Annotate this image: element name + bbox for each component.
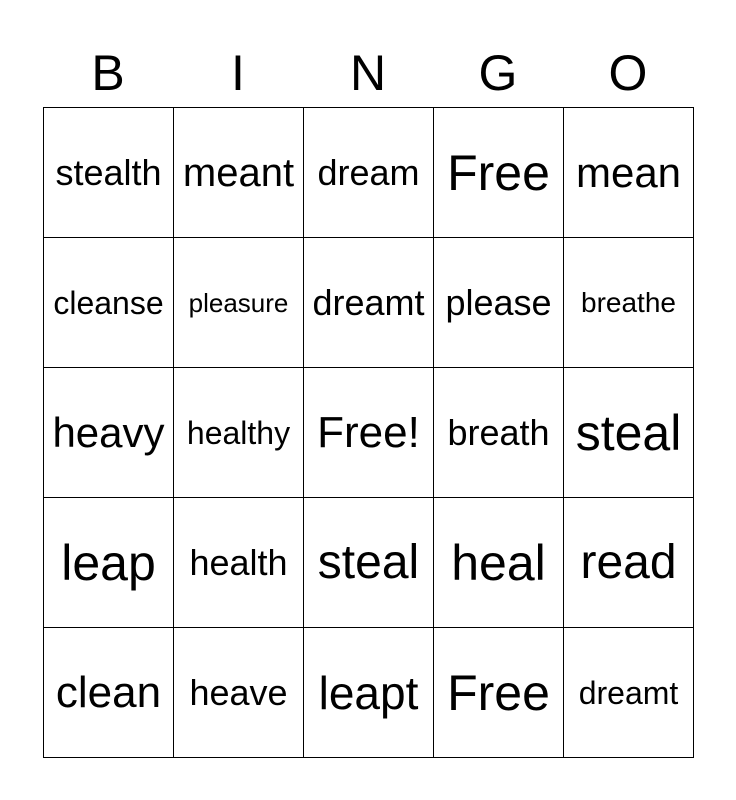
bingo-cell: breathe [564, 238, 694, 368]
bingo-cell: leap [44, 498, 174, 628]
bingo-cell: mean [564, 108, 694, 238]
bingo-cell: heavy [44, 368, 174, 498]
bingo-cell: Free [434, 108, 564, 238]
header-letter-g: G [478, 45, 518, 101]
bingo-board [43, 107, 694, 758]
bingo-cell: cleanse [44, 238, 174, 368]
bingo-cell: dream [304, 108, 434, 238]
bingo-cell: heal [434, 498, 564, 628]
bingo-cell: meant [174, 108, 304, 238]
bingo-cell: please [434, 238, 564, 368]
bingo-cell: pleasure [174, 238, 304, 368]
bingo-cell: breath [434, 368, 564, 498]
bingo-cell: dreamt [564, 628, 694, 758]
bingo-header [43, 40, 693, 106]
bingo-cell: Free [434, 628, 564, 758]
bingo-cell: health [174, 498, 304, 628]
bingo-cell: leapt [304, 628, 434, 758]
header-letter-n: N [349, 45, 387, 101]
bingo-cell: read [564, 498, 694, 628]
bingo-cell: Free! [304, 368, 434, 498]
bingo-cell: dreamt [304, 238, 434, 368]
header-letter-o: O [608, 45, 648, 101]
header-letter-i: I [231, 45, 245, 101]
bingo-cell: steal [564, 368, 694, 498]
bingo-cell: steal [304, 498, 434, 628]
bingo-cell: healthy [174, 368, 304, 498]
bingo-cell: clean [44, 628, 174, 758]
header-letter-b: B [91, 45, 125, 101]
bingo-cell: heave [174, 628, 304, 758]
bingo-cell: stealth [44, 108, 174, 238]
